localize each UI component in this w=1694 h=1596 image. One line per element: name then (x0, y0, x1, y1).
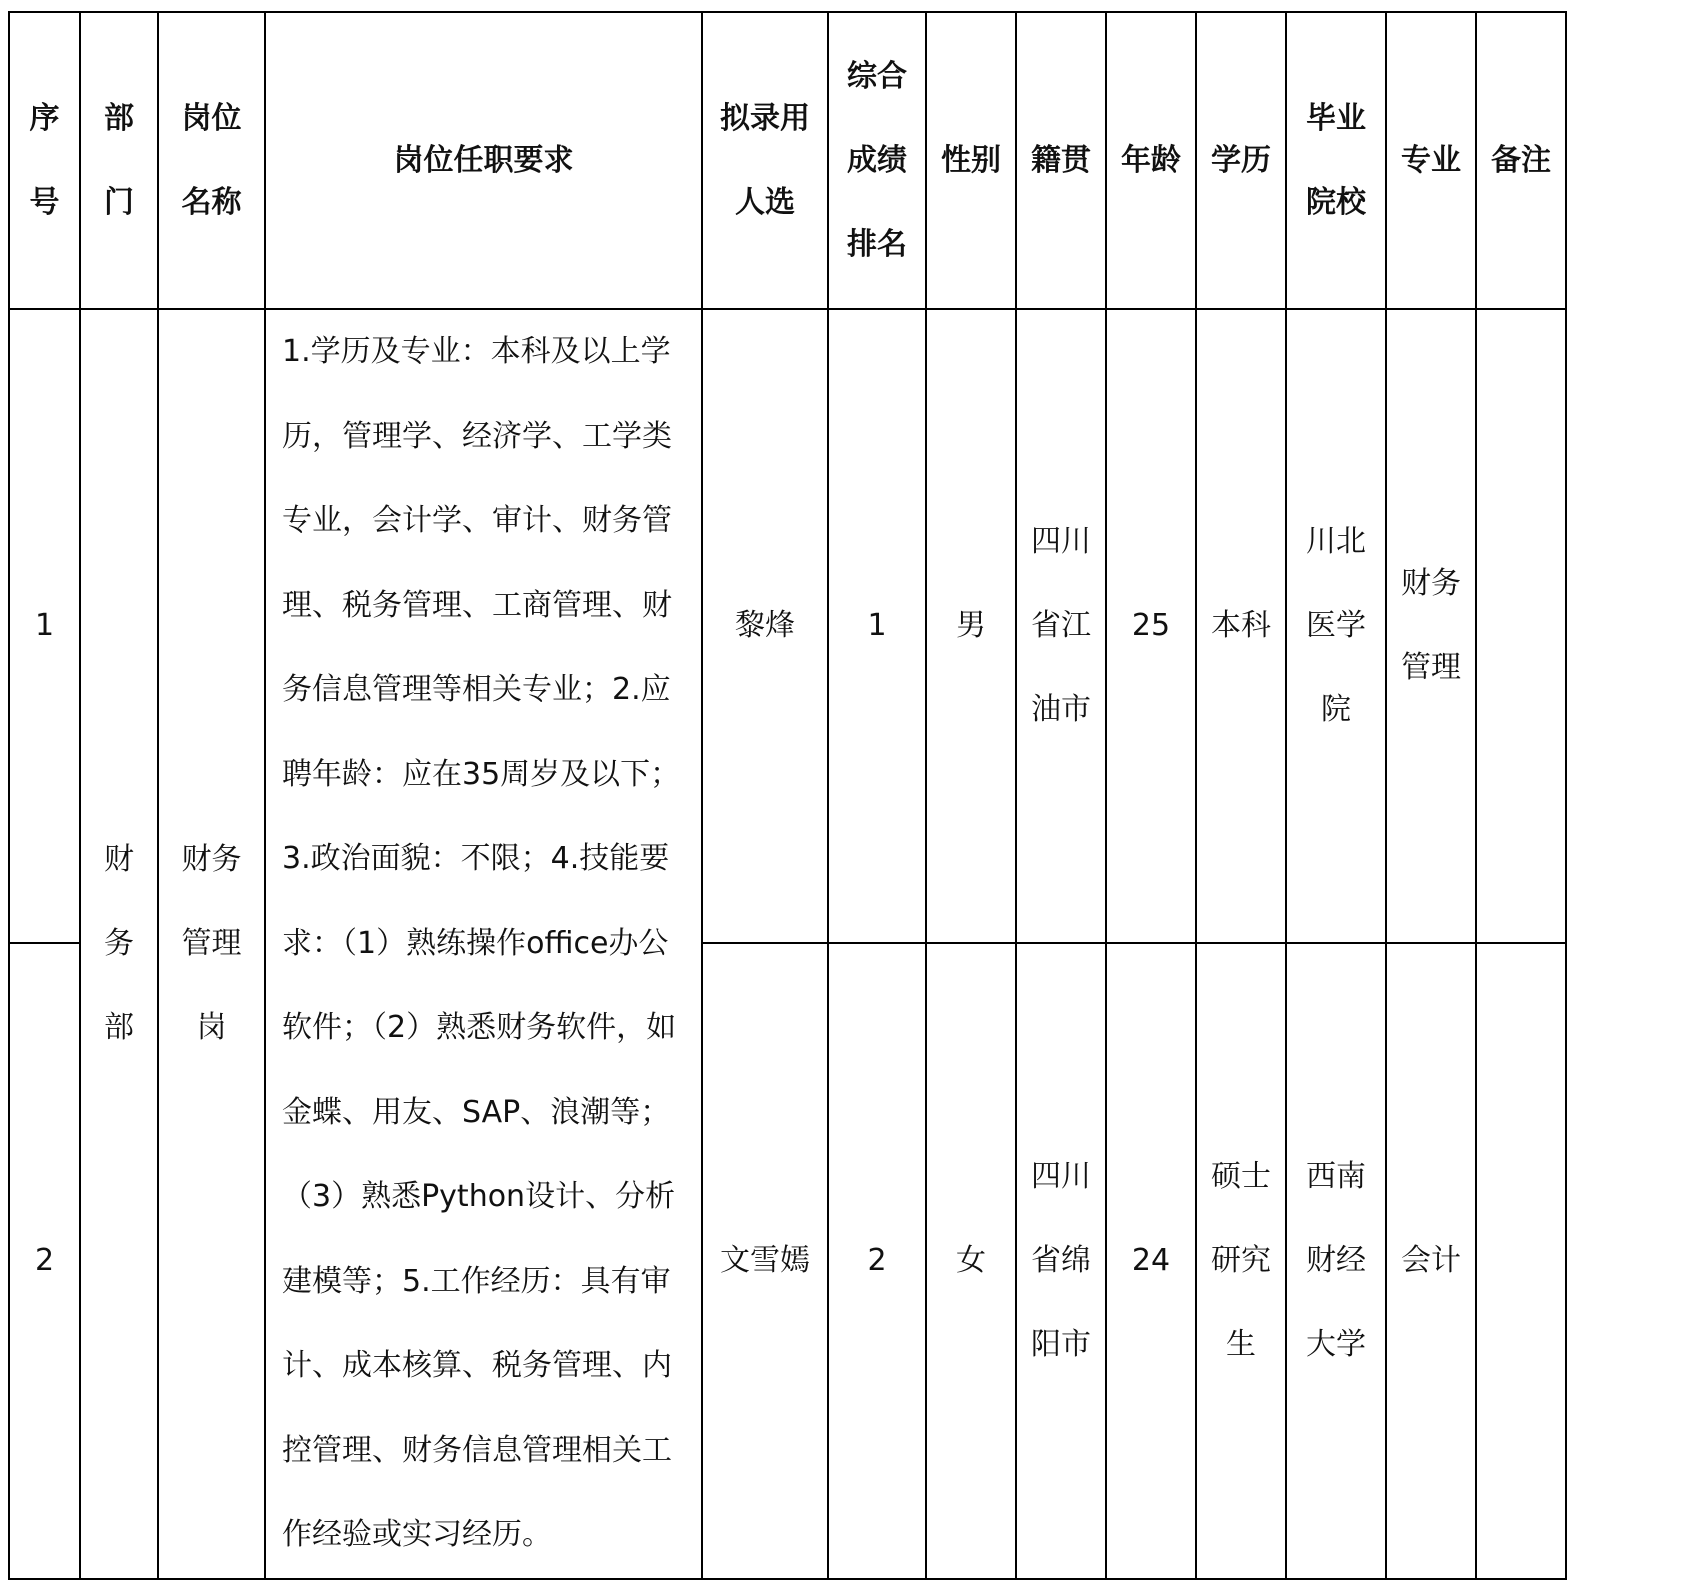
header-gender: 性别 (926, 12, 1016, 309)
cell-dept: 财 务 部 (80, 309, 158, 1579)
cell-remark (1476, 943, 1566, 1578)
cell-school: 川北 医学 院 (1286, 309, 1386, 943)
header-age: 年龄 (1106, 12, 1196, 309)
table-row (9, 309, 1566, 943)
header-row (9, 12, 1566, 309)
cell-candidate: 黎烽 (702, 309, 828, 943)
header-requirements: 岗位任职要求 (265, 12, 702, 309)
cell-major: 会计 (1386, 943, 1476, 1578)
header-major: 专业 (1386, 12, 1476, 309)
cell-rank: 1 (828, 309, 926, 943)
cell-seq: 2 (9, 943, 80, 1578)
cell-seq: 1 (9, 309, 80, 943)
header-post: 岗位 名称 (158, 12, 265, 309)
cell-rank: 2 (828, 943, 926, 1578)
cell-age: 25 (1106, 309, 1196, 943)
cell-age: 24 (1106, 943, 1196, 1578)
recruitment-table (8, 11, 1567, 1580)
cell-gender: 男 (926, 309, 1016, 943)
cell-requirements: 1.学历及专业：本科及以上学历，管理学、经济学、工学类专业，会计学、审计、财务管理、税务管理、工商管理、财务信息管理等相关专业；2.应聘年龄：应在35周岁及以下；3.政治面貌：不限；4.技能要求：（1）熟练操作office办公软件；（2）熟悉财务软件，如金蝶、用友、SAP、浪潮等；（3）熟悉Python设计、分析建模等；5.工作经历：具有审计、成本核算、税务管理、内控管理、财务信息管理相关工作经验或实习经历。 (265, 309, 702, 1579)
cell-origin: 四川 省江 油市 (1016, 309, 1106, 943)
cell-gender: 女 (926, 943, 1016, 1578)
cell-school: 西南 财经 大学 (1286, 943, 1386, 1578)
cell-post: 财务 管理 岗 (158, 309, 265, 1579)
header-dept: 部 门 (80, 12, 158, 309)
header-education: 学历 (1196, 12, 1286, 309)
cell-remark (1476, 309, 1566, 943)
header-rank: 综合 成绩 排名 (828, 12, 926, 309)
cell-education: 硕士 研究 生 (1196, 943, 1286, 1578)
cell-major: 财务 管理 (1386, 309, 1476, 943)
header-remark: 备注 (1476, 12, 1566, 309)
header-origin: 籍贯 (1016, 12, 1106, 309)
cell-candidate: 文雪嫣 (702, 943, 828, 1578)
header-candidate: 拟录用 人选 (702, 12, 828, 309)
cell-origin: 四川 省绵 阳市 (1016, 943, 1106, 1578)
header-school: 毕业 院校 (1286, 12, 1386, 309)
header-seq: 序 号 (9, 12, 80, 309)
cell-education: 本科 (1196, 309, 1286, 943)
